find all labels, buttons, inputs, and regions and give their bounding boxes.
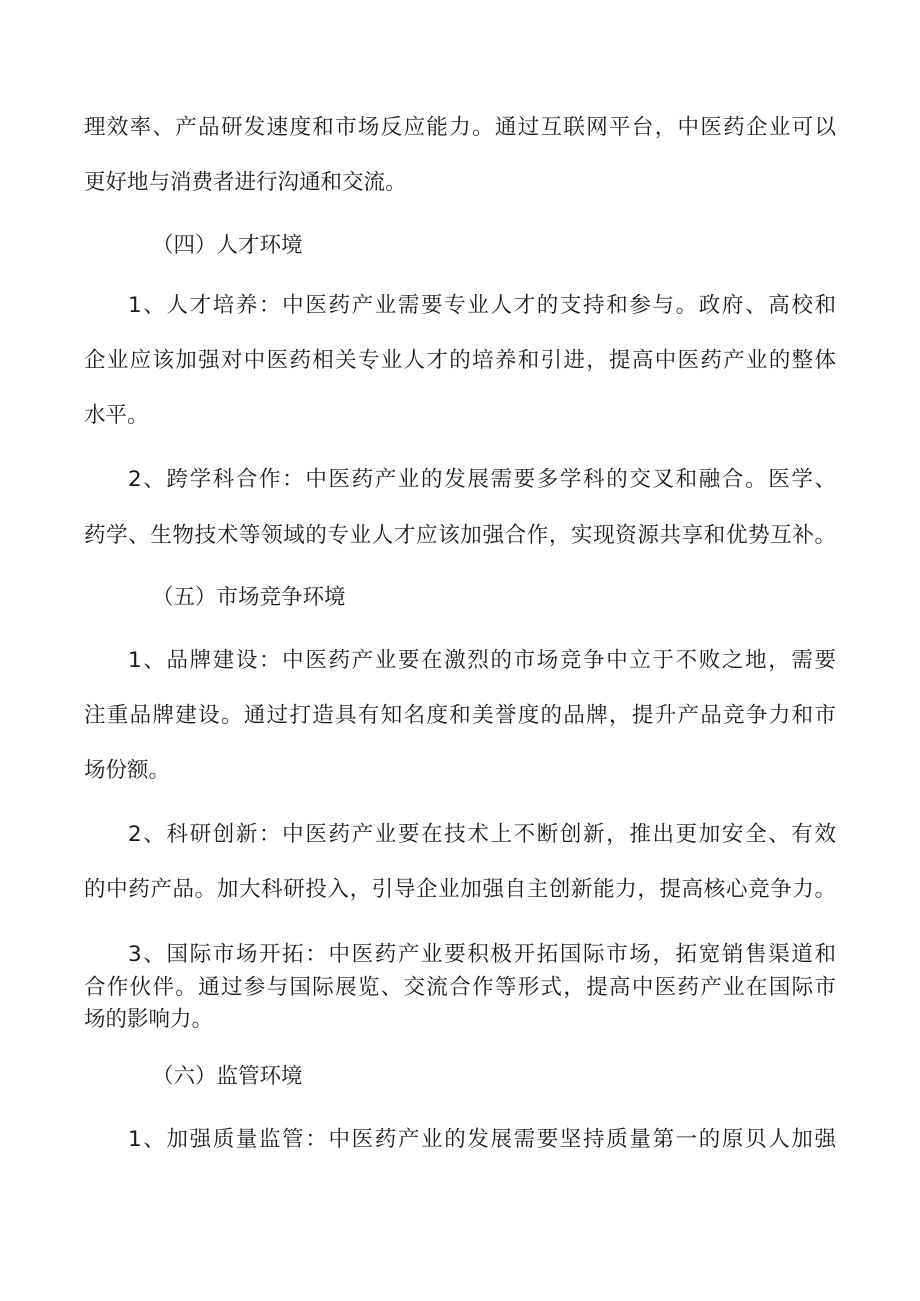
s5-item2-line-2: 的中药产品。加大科研投入，引导企业加强自主创新能力，提高核心竞争力。 — [84, 877, 836, 902]
s5-item3-line-2: 合作伙伴。通过参与国际展览、交流合作等形式，提高中医药产业在国际市 — [84, 975, 836, 1000]
section-4-heading: （四）人才环境 — [152, 233, 303, 258]
section-6-heading: （六）监管环境 — [152, 1064, 303, 1089]
s4-item1-line-1: 1、人才培养：中医药产业需要专业人才的支持和参与。政府、高校和 — [128, 293, 836, 318]
intro-line-2: 更好地与消费者进行沟通和交流。 — [84, 170, 407, 195]
s4-item1-line-3: 水平。 — [84, 403, 149, 428]
s5-item3-line-3: 场的影响力。 — [84, 1007, 214, 1032]
s4-item1-line-2: 企业应该加强对中医药相关专业人才的培养和引进，提高中医药产业的整体 — [84, 348, 836, 373]
s5-item1-line-2: 注重品牌建设。通过打造具有知名度和美誉度的品牌，提升产品竞争力和市 — [84, 703, 836, 728]
section-5-heading: （五）市场竞争环境 — [152, 585, 346, 610]
s6-item1-line-1: 1、加强质量监管：中医药产业的发展需要坚持质量第一的原贝人加强 — [128, 1127, 836, 1152]
s5-item1-line-1: 1、品牌建设：中医药产业要在激烈的市场竞争中立于不败之地，需要 — [128, 648, 836, 673]
s5-item3-line-1: 3、国际市场开拓：中医药产业要积极开拓国际市场，拓宽销售渠道和 — [128, 942, 836, 967]
s5-item1-line-3: 场份额。 — [84, 758, 171, 783]
s5-item2-line-1: 2、科研创新：中医药产业要在技术上不断创新，推出更加安全、有效 — [128, 822, 836, 847]
s4-item2-line-1: 2、跨学科合作：中医药产业的发展需要多学科的交叉和融合。医学、 — [128, 467, 836, 492]
s4-item2-line-2: 药学、生物技术等领域的专业人才应该加强合作，实现资源共享和优势互补。 — [84, 523, 836, 548]
intro-line-1: 理效率、产品研发速度和市场反应能力。通过互联网平台，中医药企业可以 — [84, 115, 836, 140]
